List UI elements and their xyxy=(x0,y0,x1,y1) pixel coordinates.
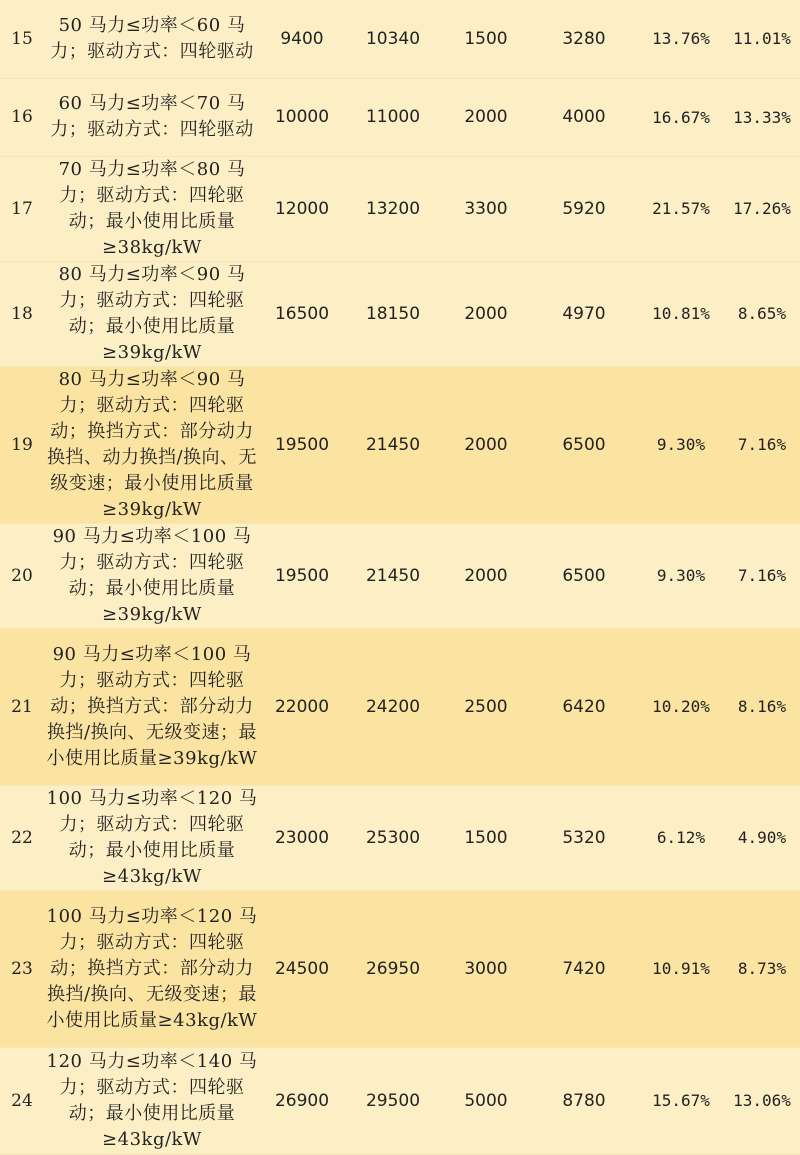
row-description: 100 马力≤功率＜120 马力；驱动方式：四轮驱动；最小使用比质量≥43kg/kW xyxy=(44,785,260,890)
cell-percent-1: 10.81% xyxy=(638,261,724,366)
cell-percent-2: 8.16% xyxy=(724,628,800,785)
table-row xyxy=(0,366,800,523)
row-index: 17 xyxy=(0,156,44,261)
cell-value-4: 6500 xyxy=(530,366,638,523)
cell-value-3: 2000 xyxy=(442,261,530,366)
cell-value-3: 1500 xyxy=(442,0,530,78)
cell-value-4: 7420 xyxy=(530,890,638,1047)
cell-value-3: 2000 xyxy=(442,78,530,156)
table-row xyxy=(0,0,800,78)
cell-percent-1: 9.30% xyxy=(638,523,724,628)
row-description: 120 马力≤功率＜140 马力；驱动方式：四轮驱动；最小使用比质量≥43kg/kW xyxy=(44,1047,260,1154)
cell-percent-1: 9.30% xyxy=(638,366,724,523)
table-row xyxy=(0,261,800,366)
cell-percent-2: 13.06% xyxy=(724,1047,800,1154)
cell-value-1: 24500 xyxy=(260,890,344,1047)
cell-percent-2: 4.90% xyxy=(724,785,800,890)
cell-value-3: 2000 xyxy=(442,366,530,523)
cell-percent-2: 11.01% xyxy=(724,0,800,78)
cell-value-1: 19500 xyxy=(260,523,344,628)
cell-percent-2: 7.16% xyxy=(724,523,800,628)
cell-value-1: 23000 xyxy=(260,785,344,890)
cell-value-4: 4970 xyxy=(530,261,638,366)
cell-value-3: 1500 xyxy=(442,785,530,890)
cell-value-4: 3280 xyxy=(530,0,638,78)
cell-value-2: 13200 xyxy=(344,156,442,261)
cell-value-3: 3000 xyxy=(442,890,530,1047)
row-description: 90 马力≤功率＜100 马力；驱动方式：四轮驱动；最小使用比质量≥39kg/kW xyxy=(44,523,260,628)
cell-value-2: 21450 xyxy=(344,366,442,523)
row-index: 16 xyxy=(0,78,44,156)
row-description: 100 马力≤功率＜120 马力；驱动方式：四轮驱动；换挡方式：部分动力换挡/换向、无级变速；最小使用比质量≥43kg/kW xyxy=(44,890,260,1047)
cell-value-1: 9400 xyxy=(260,0,344,78)
row-description: 70 马力≤功率＜80 马力；驱动方式：四轮驱动；最小使用比质量≥38kg/kW xyxy=(44,156,260,261)
cell-value-2: 18150 xyxy=(344,261,442,366)
row-description: 60 马力≤功率＜70 马力；驱动方式：四轮驱动 xyxy=(44,78,260,156)
cell-value-4: 5320 xyxy=(530,785,638,890)
cell-value-1: 12000 xyxy=(260,156,344,261)
row-index: 21 xyxy=(0,628,44,785)
cell-value-2: 21450 xyxy=(344,523,442,628)
cell-percent-2: 17.26% xyxy=(724,156,800,261)
cell-percent-1: 10.91% xyxy=(638,890,724,1047)
cell-value-1: 16500 xyxy=(260,261,344,366)
row-index: 18 xyxy=(0,261,44,366)
cell-value-4: 4000 xyxy=(530,78,638,156)
cell-percent-1: 13.76% xyxy=(638,0,724,78)
table-row xyxy=(0,523,800,628)
cell-value-3: 2000 xyxy=(442,523,530,628)
cell-value-2: 29500 xyxy=(344,1047,442,1154)
cell-percent-2: 8.73% xyxy=(724,890,800,1047)
row-index: 23 xyxy=(0,890,44,1047)
cell-value-3: 2500 xyxy=(442,628,530,785)
cell-percent-1: 10.20% xyxy=(638,628,724,785)
table-row xyxy=(0,785,800,890)
cell-value-3: 3300 xyxy=(442,156,530,261)
cell-value-2: 24200 xyxy=(344,628,442,785)
row-index: 15 xyxy=(0,0,44,78)
cell-value-1: 10000 xyxy=(260,78,344,156)
table-row xyxy=(0,156,800,261)
row-description: 50 马力≤功率＜60 马力；驱动方式：四轮驱动 xyxy=(44,0,260,78)
cell-value-1: 22000 xyxy=(260,628,344,785)
row-description: 80 马力≤功率＜90 马力；驱动方式：四轮驱动；最小使用比质量≥39kg/kW xyxy=(44,261,260,366)
cell-value-4: 6500 xyxy=(530,523,638,628)
cell-percent-1: 6.12% xyxy=(638,785,724,890)
cell-value-4: 6420 xyxy=(530,628,638,785)
row-index: 19 xyxy=(0,366,44,523)
cell-percent-2: 7.16% xyxy=(724,366,800,523)
cell-value-2: 10340 xyxy=(344,0,442,78)
cell-percent-2: 13.33% xyxy=(724,78,800,156)
cell-percent-1: 21.57% xyxy=(638,156,724,261)
cell-value-1: 26900 xyxy=(260,1047,344,1154)
cell-value-2: 11000 xyxy=(344,78,442,156)
table-row xyxy=(0,1047,800,1154)
row-index: 20 xyxy=(0,523,44,628)
row-description: 90 马力≤功率＜100 马力；驱动方式：四轮驱动；换挡方式：部分动力换挡/换向、无级变速；最小使用比质量≥39kg/kW xyxy=(44,628,260,785)
cell-percent-1: 15.67% xyxy=(638,1047,724,1154)
table-row xyxy=(0,890,800,1047)
table-row xyxy=(0,628,800,785)
row-index: 22 xyxy=(0,785,44,890)
cell-value-2: 26950 xyxy=(344,890,442,1047)
cell-value-1: 19500 xyxy=(260,366,344,523)
row-description: 80 马力≤功率＜90 马力；驱动方式：四轮驱动；换挡方式：部分动力换挡、动力换挡/换向、无级变速；最小使用比质量≥39kg/kW xyxy=(44,366,260,523)
cell-percent-2: 8.65% xyxy=(724,261,800,366)
cell-value-4: 5920 xyxy=(530,156,638,261)
cell-value-3: 5000 xyxy=(442,1047,530,1154)
cell-value-2: 25300 xyxy=(344,785,442,890)
cell-value-4: 8780 xyxy=(530,1047,638,1154)
cell-percent-1: 16.67% xyxy=(638,78,724,156)
table-row xyxy=(0,78,800,156)
row-index: 24 xyxy=(0,1047,44,1154)
